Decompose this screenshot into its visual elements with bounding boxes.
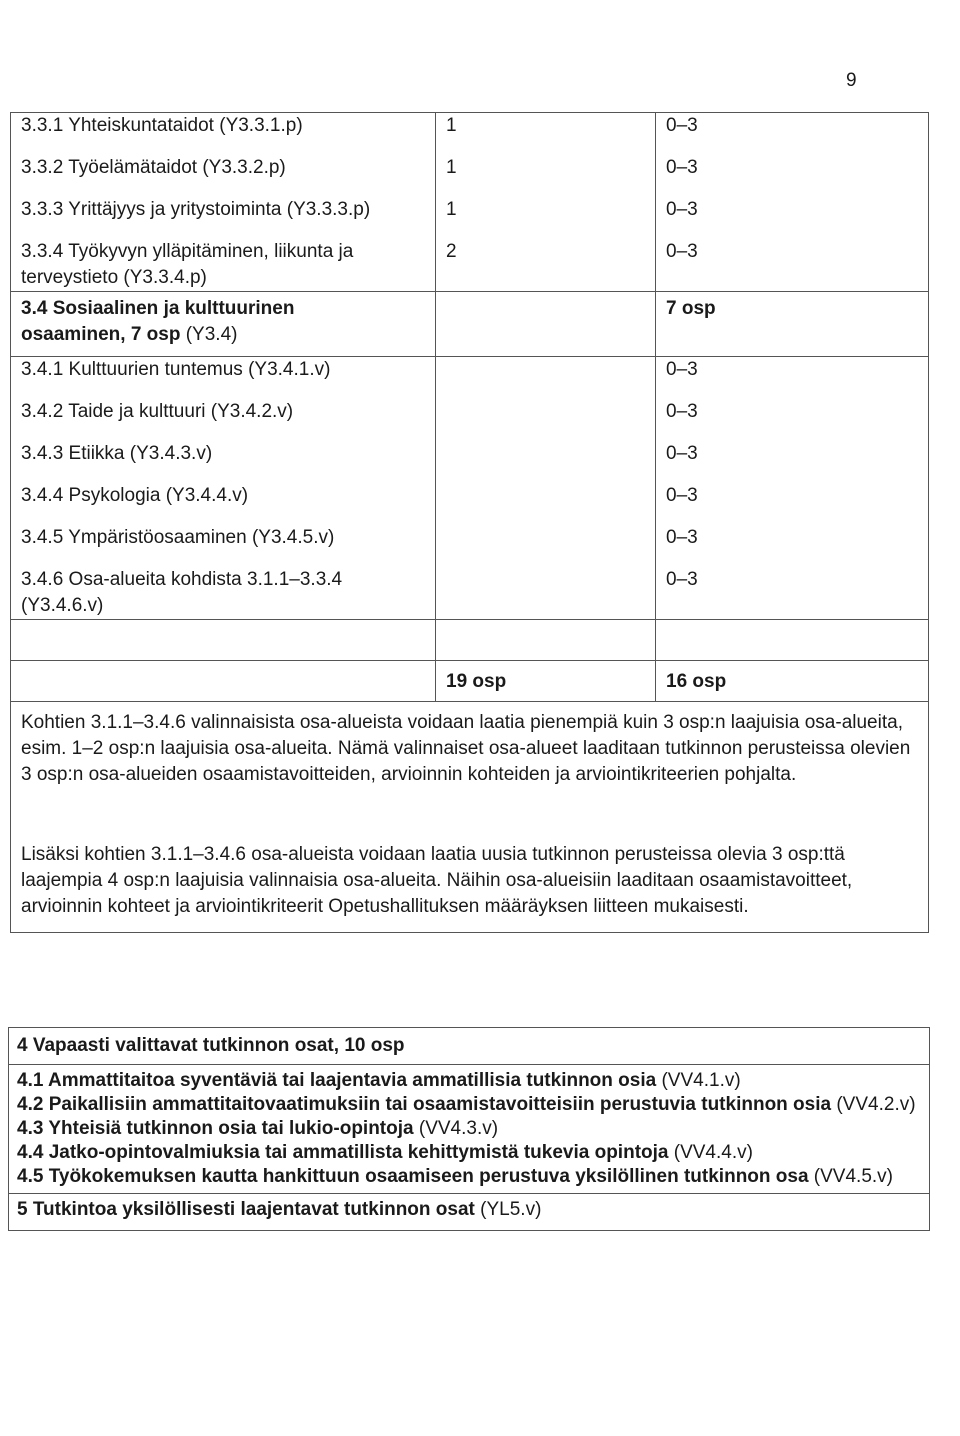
free-choice-box [8, 1027, 930, 1231]
section-min-cell [436, 292, 656, 357]
section-title-bold: osaaminen, 7 osp [21, 324, 181, 345]
min-cell [436, 357, 656, 620]
spacer-row [11, 620, 929, 661]
range-cell [656, 113, 929, 292]
individual-extension-row: 5 Tutkintoa yksilöllisesti laajentavat tutkinnon osat (YL5.v) [17, 1199, 542, 1220]
range-cell [656, 357, 929, 620]
unit-name: 3.4.4 Psykologia (Y3.4.4.v) [21, 485, 249, 506]
range-value: 0–3 [666, 485, 698, 506]
unit-name: 3.3.1 Yhteiskuntataidot (Y3.3.1.p) [21, 115, 303, 136]
range-value: 0–3 [666, 199, 698, 220]
notes-row [11, 702, 929, 933]
unit-name: 3.3.4 Työkyvyn ylläpitäminen, liikunta ja [21, 241, 354, 262]
units-cell [11, 357, 436, 620]
unit-name: 3.3.3 Yrittäjyys ja yritystoiminta (Y3.3.3.p) [21, 199, 371, 220]
totals-label-cell [11, 661, 436, 702]
range-value: 0–3 [666, 443, 698, 464]
totals-range-cell [656, 661, 929, 702]
list-item: 4.4 Jatko-opintovalmiuksia tai ammatillista kehittymistä tukevia opintoja (VV4.4.v) [17, 1142, 753, 1163]
unit-name-cont: (Y3.4.6.v) [21, 595, 104, 616]
table-row [11, 113, 929, 292]
unit-name: 3.4.6 Osa-alueita kohdista 3.1.1–3.3.4 [21, 569, 343, 590]
min-value: 2 [446, 241, 457, 262]
min-value: 1 [446, 199, 457, 220]
section-title-cell [11, 292, 436, 357]
units-cell [11, 113, 436, 292]
totals-min-cell [436, 661, 656, 702]
range-value: 0–3 [666, 115, 698, 136]
notes-cell [11, 702, 929, 933]
table-row [11, 357, 929, 620]
range-value: 0–3 [666, 241, 698, 262]
unit-name: 3.4.3 Etiikka (Y3.4.3.v) [21, 443, 213, 464]
unit-name: 3.3.2 Työelämätaidot (Y3.3.2.p) [21, 157, 286, 178]
range-value: 0–3 [666, 359, 698, 380]
unit-name: 3.4.2 Taide ja kulttuuri (Y3.4.2.v) [21, 401, 294, 422]
range-value: 0–3 [666, 401, 698, 422]
unit-name: 3.4.1 Kulttuurien tuntemus (Y3.4.1.v) [21, 359, 331, 380]
unit-name-cont: terveystieto (Y3.3.4.p) [21, 267, 207, 288]
note-paragraph: Lisäksi kohtien 3.1.1–3.4.6 osa-alueista voidaan laatia uusia tutkinnon perusteissa olevia 3 osp:ttä laajempia 4 osp:n laajuisia valinnaisia osa-alueita. Näihin osa-alueisiin laaditaan osaamistavoitteet, arvioinnin kohteet ja arviointikriteerit Opetushallituksen määräyksen liitteen mukaisesti. [21, 844, 853, 917]
list-item: 4.5 Työkokemuksen kautta hankittuun osaamiseen perustuva yksilöllinen tutkinnon osa (VV4.5.v) [17, 1166, 894, 1187]
free-choice-title: 4 Vapaasti valittavat tutkinnon osat, 10 osp [9, 1028, 929, 1065]
section-range-cell [656, 292, 929, 357]
section-title: 3.4 Sosiaalinen ja kulttuurinen [21, 298, 295, 319]
range-value: 0–3 [666, 157, 698, 178]
qualification-table [10, 112, 929, 933]
range-value: 0–3 [666, 527, 698, 548]
page-number: 9 [846, 70, 857, 91]
unit-name: 3.4.5 Ympäristöosaaminen (Y3.4.5.v) [21, 527, 335, 548]
total-range: 16 osp [666, 671, 727, 692]
min-value: 1 [446, 157, 457, 178]
free-choice-list [9, 1065, 929, 1194]
section-title-cont [11, 322, 435, 348]
total-min: 19 osp [446, 671, 507, 692]
section-range: 7 osp [666, 298, 716, 319]
min-cell [436, 113, 656, 292]
list-item: 4.2 Paikallisiin ammattitaitovaatimuksiin tai osaamistavoitteisiin perustuvia tutkinnon osia (VV4.2.v) [17, 1094, 916, 1115]
min-value: 1 [446, 115, 457, 136]
section-row [11, 292, 929, 357]
list-item: 4.3 Yhteisiä tutkinnon osia tai lukio-opintoja (VV4.3.v) [17, 1118, 499, 1139]
note-paragraph: Kohtien 3.1.1–3.4.6 valinnaisista osa-alueista voidaan laatia pienempiä kuin 3 osp:n laajuisia osa-alueita, esim. 1–2 osp:n laajuisia osa-alueita. Nämä valinnaiset osa-alueet laaditaan tutkinnon perusteissa olevien 3 osp:n osa-alueiden osaamistavoitteiden, arvioinnin kohteiden ja arviointikriteerien pohjalta. [21, 712, 911, 785]
list-item: 4.1 Ammattitaitoa syventäviä tai laajentavia ammatillisia tutkinnon osia (VV4.1.v) [17, 1070, 741, 1091]
totals-row [11, 661, 929, 702]
section-code: (Y3.4) [180, 324, 238, 345]
range-value: 0–3 [666, 569, 698, 590]
